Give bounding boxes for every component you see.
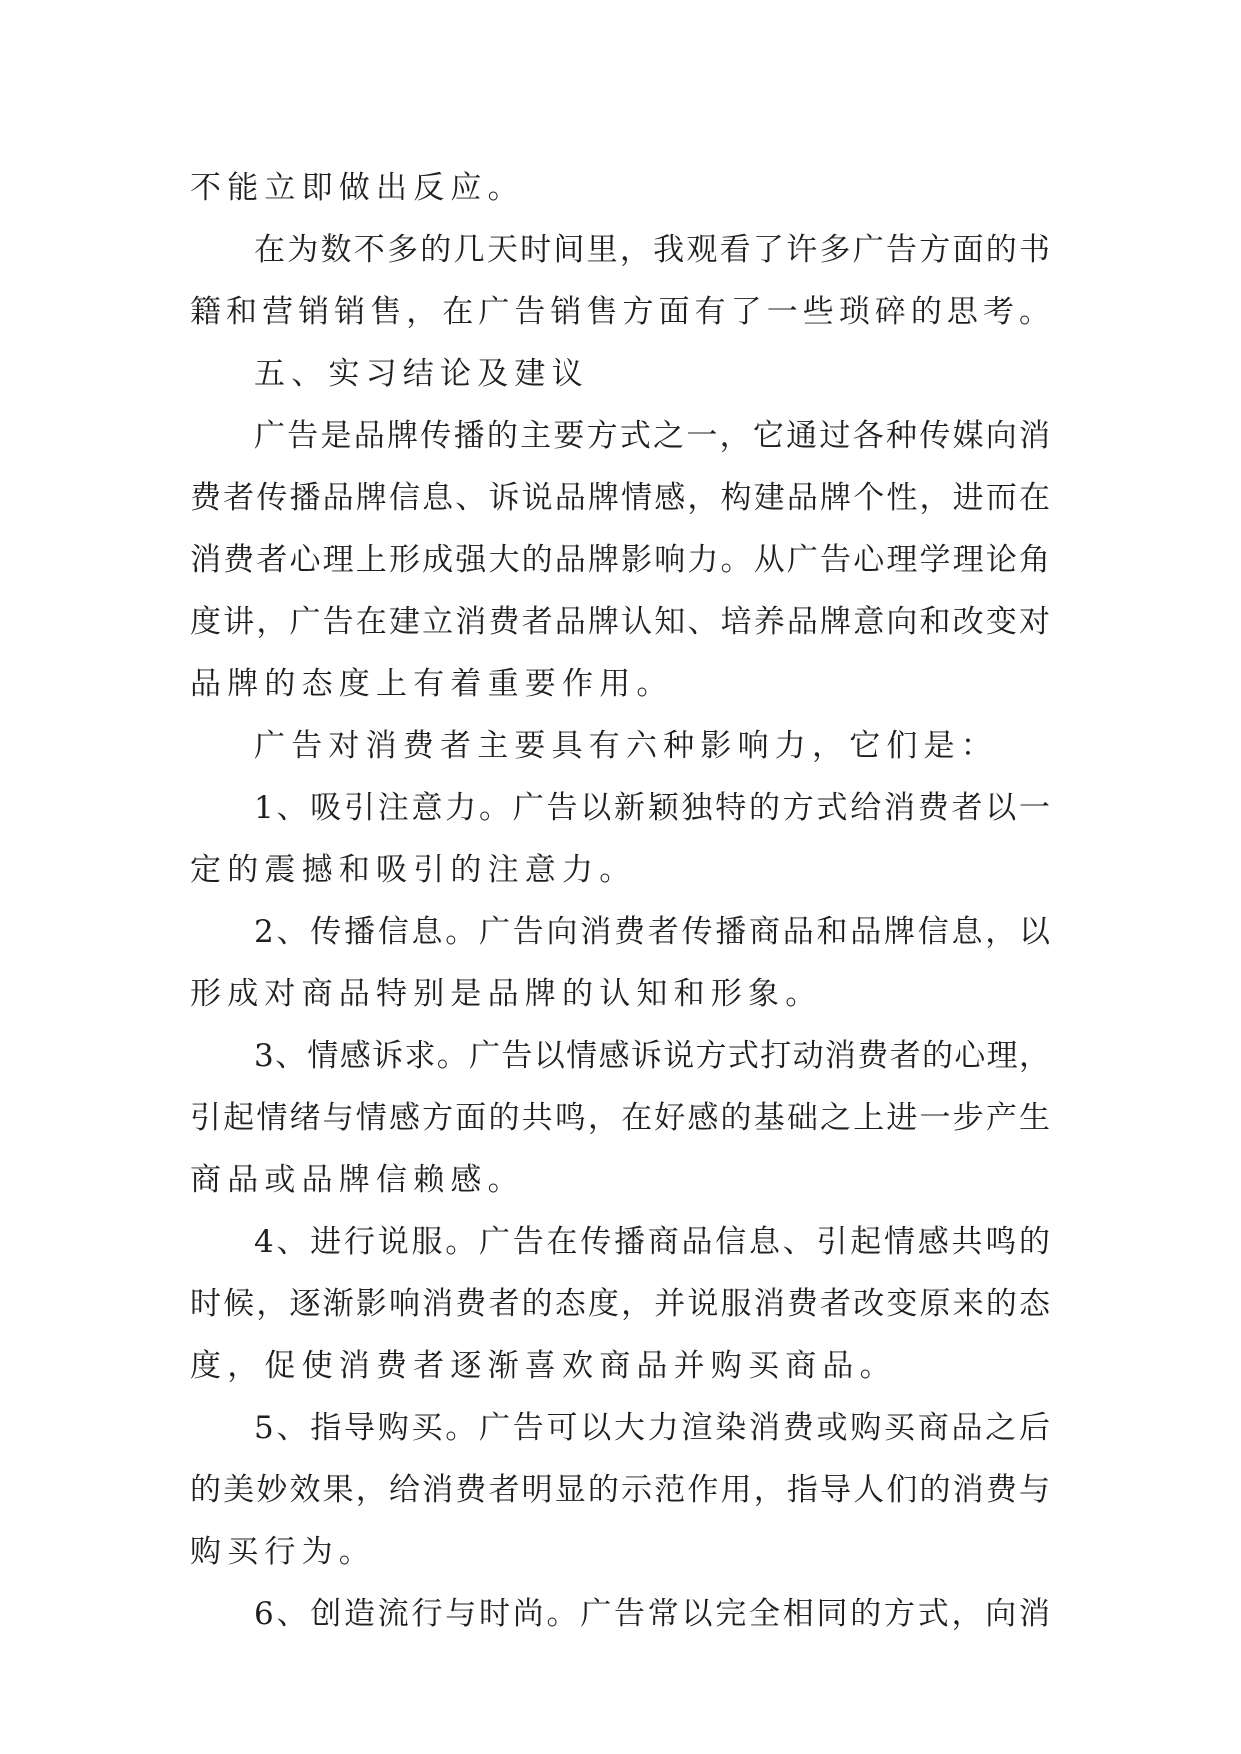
text-line: 定的震撼和吸引的注意力。 — [190, 852, 637, 888]
text-line: 时候，逐渐影响消费者的态度，并说服消费者改变原来的态 — [190, 1286, 1050, 1322]
list-item-line: 3、情感诉求。广告以情感诉说方式打动消费者的心理， — [254, 1038, 1050, 1074]
list-item-line: 2、传播信息。广告向消费者传播商品和品牌信息，以 — [254, 914, 1050, 950]
text-line: 在为数不多的几天时间里，我观看了许多广告方面的书 — [254, 232, 1050, 268]
document-body — [190, 157, 1050, 1645]
section-heading: 五、实习结论及建议 — [254, 356, 589, 392]
text-line: 形成对商品特别是品牌的认知和形象。 — [190, 976, 823, 1012]
text-line: 引起情绪与情感方面的共鸣，在好感的基础之上进一步产生 — [190, 1100, 1050, 1136]
list-item-line: 5、指导购买。广告可以大力渲染消费或购买商品之后 — [254, 1410, 1050, 1446]
text-line: 广告是品牌传播的主要方式之一，它通过各种传媒向消 — [254, 418, 1050, 454]
text-line: 度，促使消费者逐渐喜欢商品并购买商品。 — [190, 1348, 897, 1384]
text-line: 度讲，广告在建立消费者品牌认知、培养品牌意向和改变对 — [190, 604, 1050, 640]
text-line: 籍和营销销售，在广告销售方面有了一些琐碎的思考。 — [190, 294, 1050, 330]
list-item-line: 4、进行说服。广告在传播商品信息、引起情感共鸣的 — [254, 1224, 1050, 1260]
text-line: 的美妙效果，给消费者明显的示范作用，指导人们的消费与 — [190, 1472, 1050, 1508]
text-line: 费者传播品牌信息、诉说品牌情感，构建品牌个性，进而在 — [190, 480, 1050, 516]
text-line: 广告对消费者主要具有六种影响力，它们是： — [254, 728, 998, 764]
text-line: 商品或品牌信赖感。 — [190, 1162, 525, 1198]
text-line: 品牌的态度上有着重要作用。 — [190, 666, 674, 702]
list-item-line: 1、吸引注意力。广告以新颖独特的方式给消费者以一 — [254, 790, 1050, 826]
text-line: 不能立即做出反应。 — [190, 170, 525, 206]
text-line: 购买行为。 — [190, 1534, 376, 1570]
text-line: 消费者心理上形成强大的品牌影响力。从广告心理学理论角 — [190, 542, 1050, 578]
list-item-line: 6、创造流行与时尚。广告常以完全相同的方式，向消 — [254, 1596, 1050, 1632]
